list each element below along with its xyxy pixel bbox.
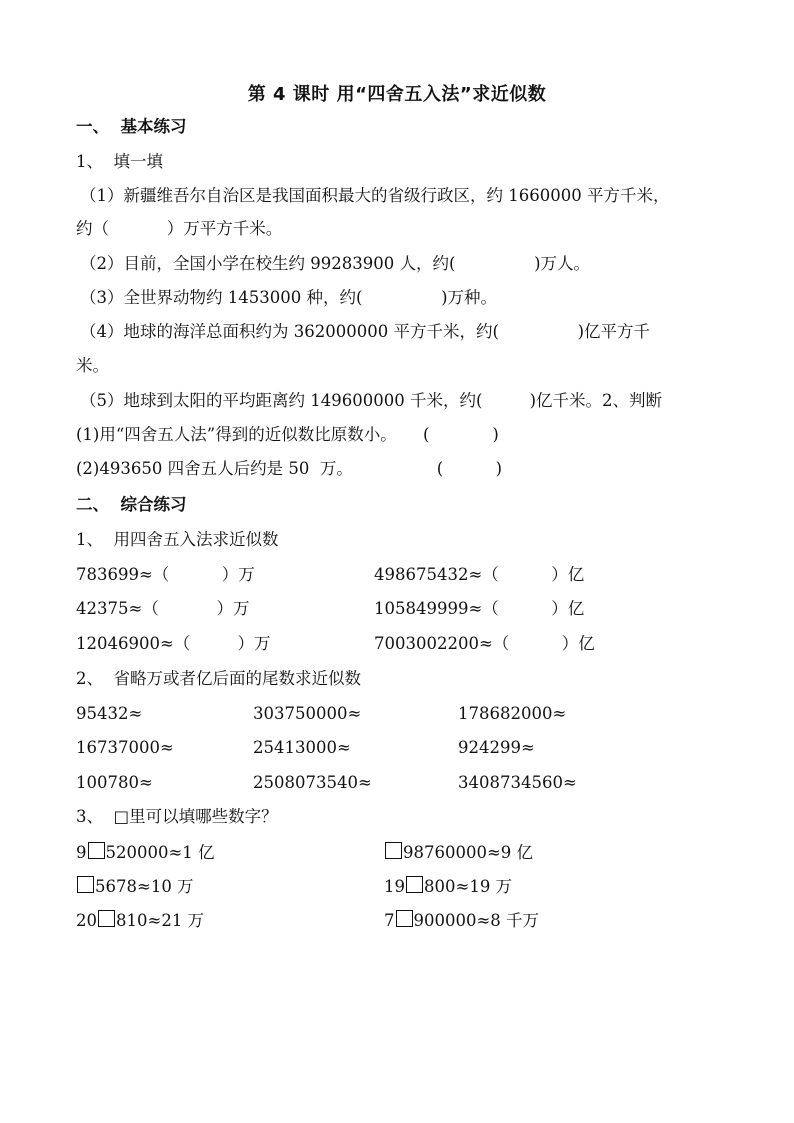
box-item-4: 19 800≈19 万 <box>384 877 513 896</box>
fill-item-4a: （4）地球的海洋总面积约为 362000000 平方千米，约( )亿平方千 <box>80 322 651 341</box>
omit-row-3-col-2: 2508073540≈ <box>253 773 372 792</box>
question-heading-omit: 2、 省略万或者亿后面的尾数求近似数 <box>76 669 361 688</box>
round-row-2-left: 42375≈（ ）万 <box>76 599 250 618</box>
omit-row-3-col-3: 3408734560≈ <box>458 773 577 792</box>
fill-item-2: （2）目前，全国小学在校生约 99283900 人，约( )万人。 <box>80 254 591 273</box>
answer-box[interactable] <box>396 910 413 927</box>
judge-item-1: (1)用“四舍五人法”得到的近似数比原数小。 ( ) <box>76 425 499 444</box>
omit-row-2-col-2: 25413000≈ <box>253 738 351 757</box>
section-heading-comprehensive: 二、 综合练习 <box>76 495 187 514</box>
question-heading-fill: 1、 填一填 <box>76 152 163 171</box>
round-row-3-right: 7003002200≈（ ）亿 <box>374 634 595 653</box>
fill-item-1b: 约（ ）万平方千米。 <box>76 219 283 238</box>
fill-item-3: （3）全世界动物约 1453000 种，约( )万种。 <box>80 288 498 307</box>
omit-row-2-col-1: 16737000≈ <box>76 738 174 757</box>
round-row-3-left: 12046900≈（ ）万 <box>76 634 271 653</box>
answer-box[interactable] <box>406 876 423 893</box>
box-item-6: 7 900000≈8 千万 <box>384 911 540 930</box>
fill-item-1a: （1）新疆维吾尔自治区是我国面积最大的省级行政区，约 1660000 平方千米， <box>80 186 670 205</box>
round-row-2-right: 105849999≈（ ）亿 <box>374 599 585 618</box>
omit-row-1-col-3: 178682000≈ <box>458 704 567 723</box>
omit-row-2-col-3: 924299≈ <box>458 738 535 757</box>
fill-item-4b: 米。 <box>76 356 109 375</box>
round-row-1-right: 498675432≈（ ）亿 <box>374 565 585 584</box>
answer-box[interactable] <box>77 876 94 893</box>
judge-item-2: (2)493650 四舍五人后约是 50 万。 ( ) <box>76 459 503 478</box>
answer-box[interactable] <box>98 910 115 927</box>
omit-row-1-col-1: 95432≈ <box>76 704 143 723</box>
fill-item-5: （5）地球到太阳的平均距离约 149600000 千米，约( )亿千米。2、判断 <box>80 391 663 410</box>
box-item-2: 98760000≈9 亿 <box>384 842 533 864</box>
omit-row-1-col-2: 303750000≈ <box>253 704 362 723</box>
section-heading-basic: 一、 基本练习 <box>76 117 187 136</box>
round-row-1-left: 783699≈（ ）万 <box>76 565 255 584</box>
page-title: 第 4 课时 用“四舍五入法”求近似数 <box>247 84 547 105</box>
box-item-5: 20 810≈21 万 <box>76 911 205 930</box>
omit-row-3-col-1: 100780≈ <box>76 773 153 792</box>
answer-box[interactable] <box>88 842 105 859</box>
box-item-1: 9 520000≈1 亿 <box>76 843 215 862</box>
answer-box[interactable] <box>385 842 402 859</box>
question-heading-boxes: 3、 □里可以填哪些数字？ <box>76 807 278 826</box>
question-heading-round: 1、 用四舍五入法求近似数 <box>76 530 279 549</box>
box-item-3: 5678≈10 万 <box>76 876 194 898</box>
